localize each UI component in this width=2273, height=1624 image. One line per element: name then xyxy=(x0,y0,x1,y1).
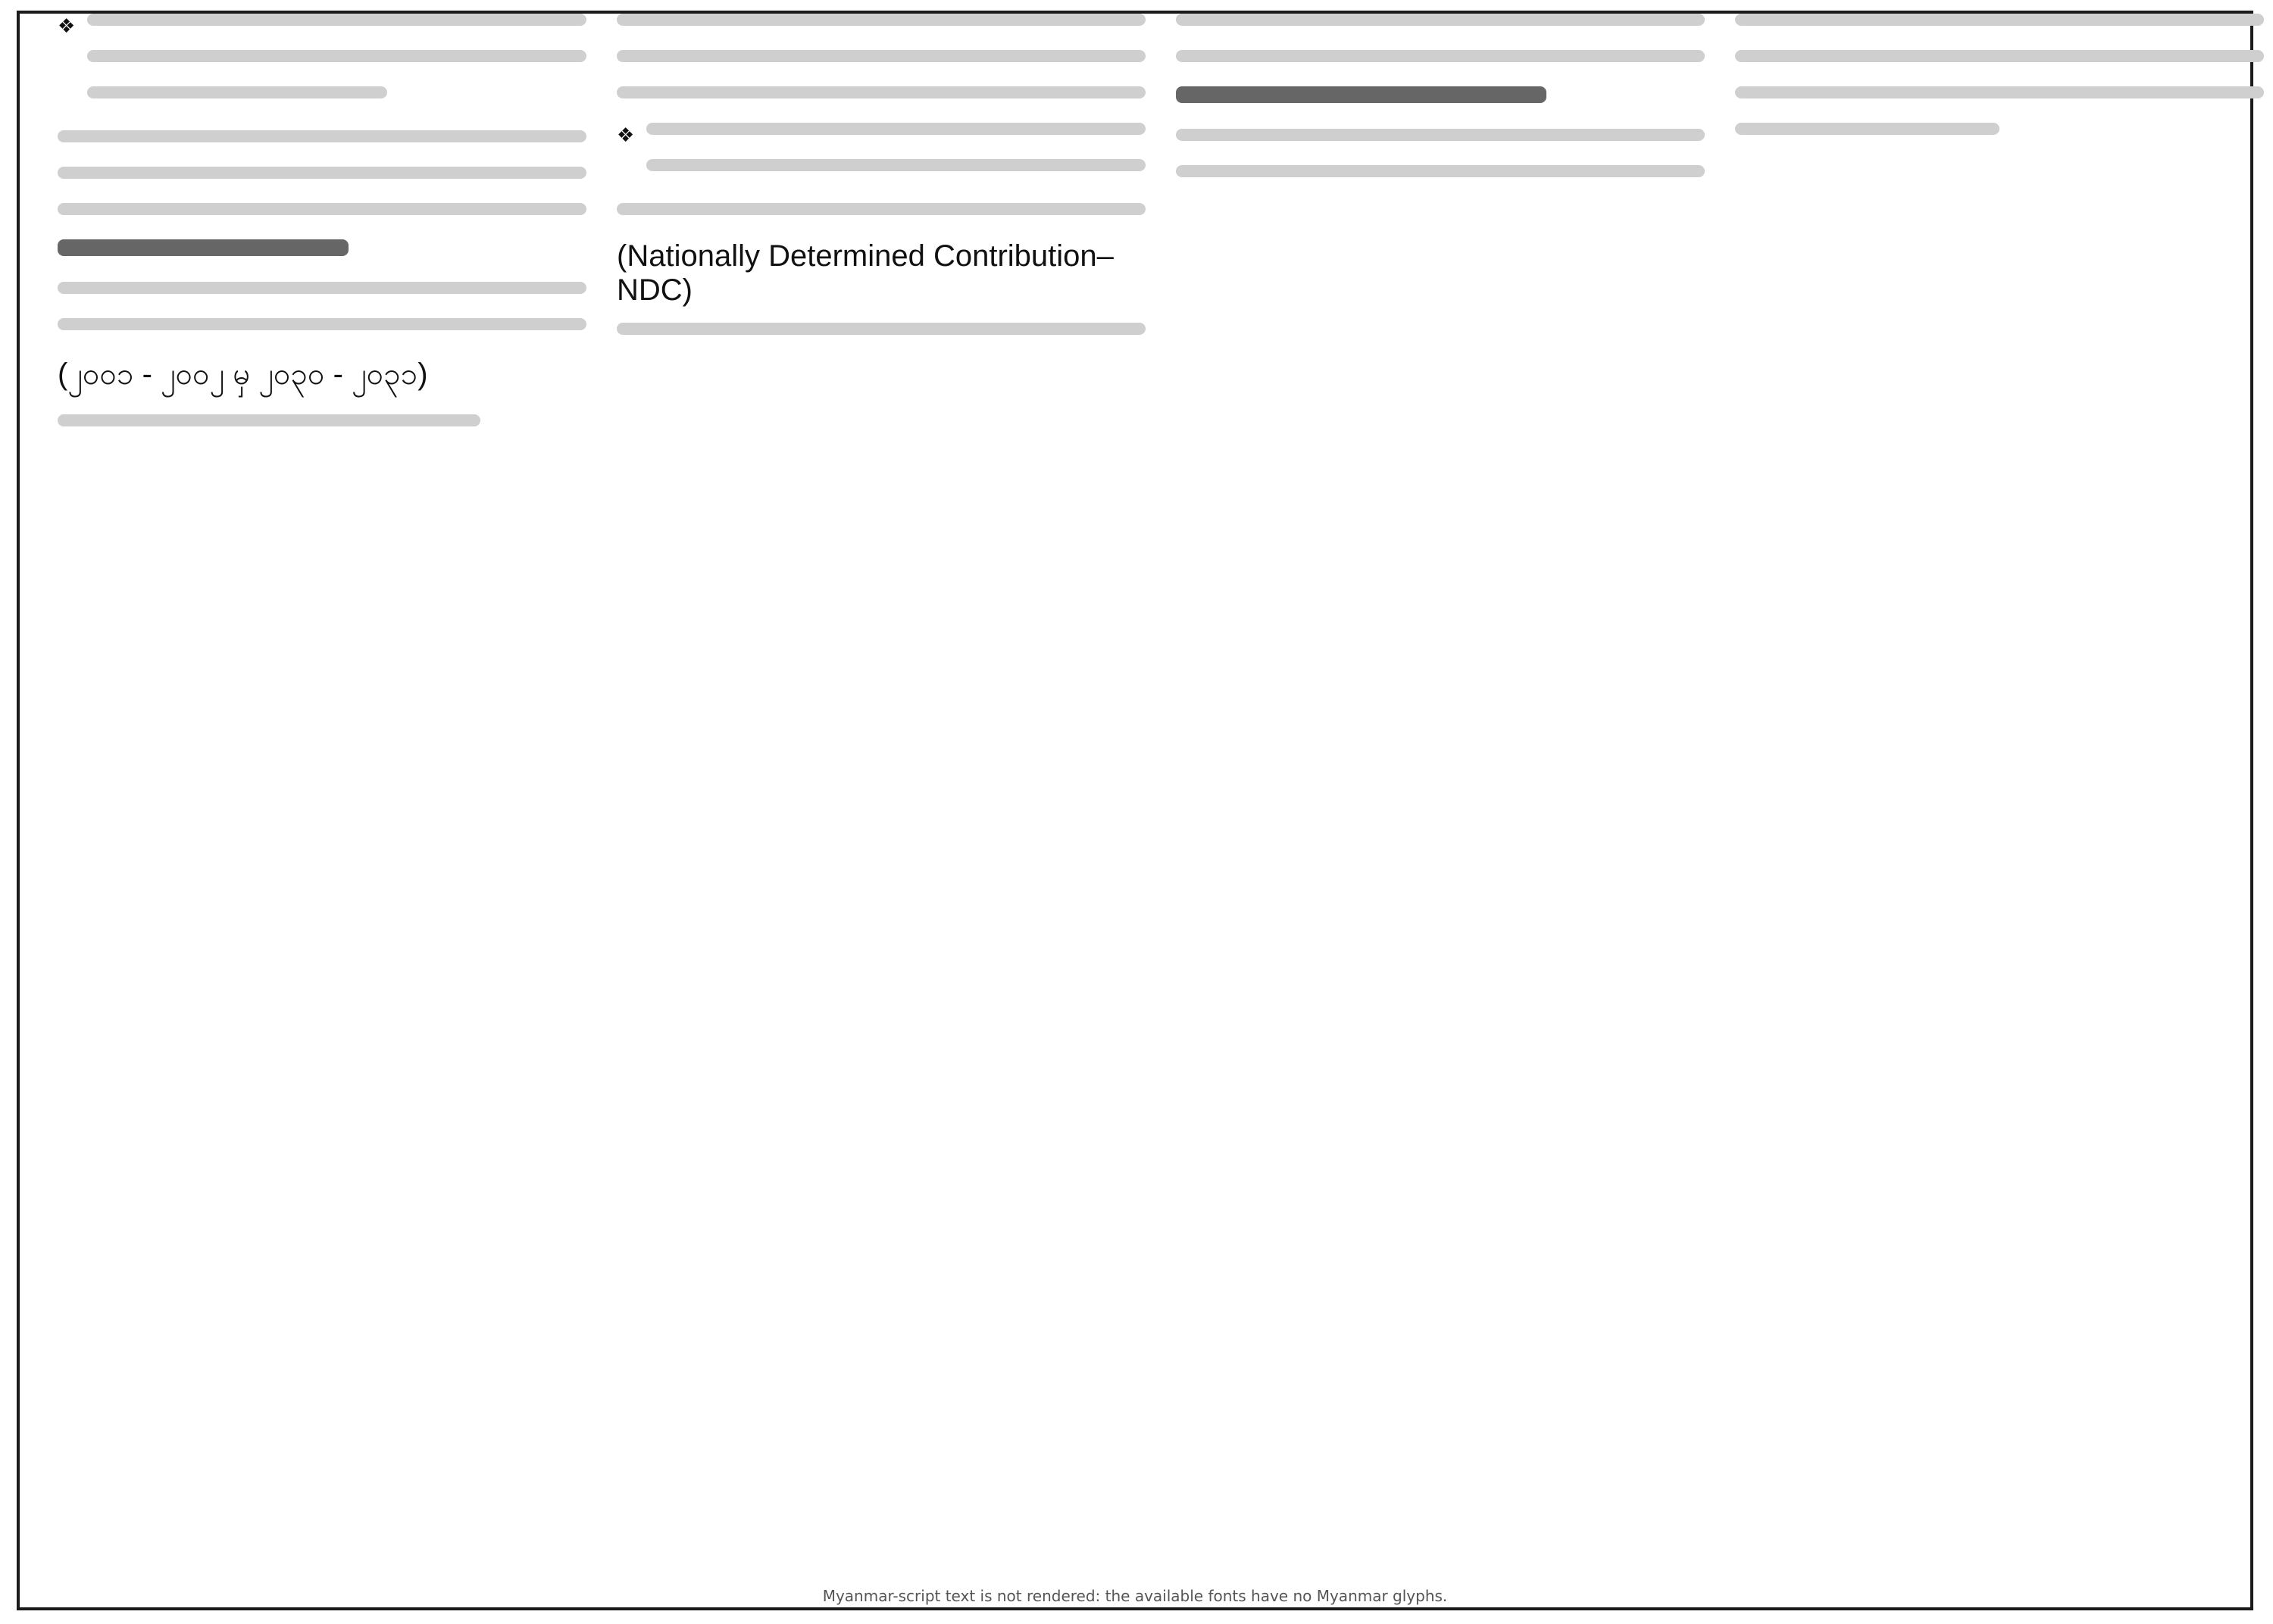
ndc-phrase: (Nationally Determined Contribution–NDC) xyxy=(617,239,1114,307)
list-item xyxy=(617,123,1146,195)
column-2 xyxy=(617,14,1146,1589)
list-item xyxy=(58,14,586,123)
bullet-diamond-icon: ❖ xyxy=(58,15,76,38)
column-1 xyxy=(58,14,586,1589)
column-4 xyxy=(1735,14,2264,1589)
year-range: (၂၀၀၁ - ၂၀၀၂ မှ ၂၀၃၀ - ၂၀၃၁) xyxy=(58,358,428,391)
page-border xyxy=(17,11,2253,1610)
text-columns xyxy=(58,14,2264,1589)
bullet-diamond-icon: ❖ xyxy=(617,124,635,147)
section-heading xyxy=(58,239,349,256)
render-notice: Myanmar-script text is not rendered: the available fonts have no Myanmar glyphs. xyxy=(822,1587,1448,1605)
section-heading xyxy=(1176,86,1546,103)
column-3 xyxy=(1176,14,1705,1589)
